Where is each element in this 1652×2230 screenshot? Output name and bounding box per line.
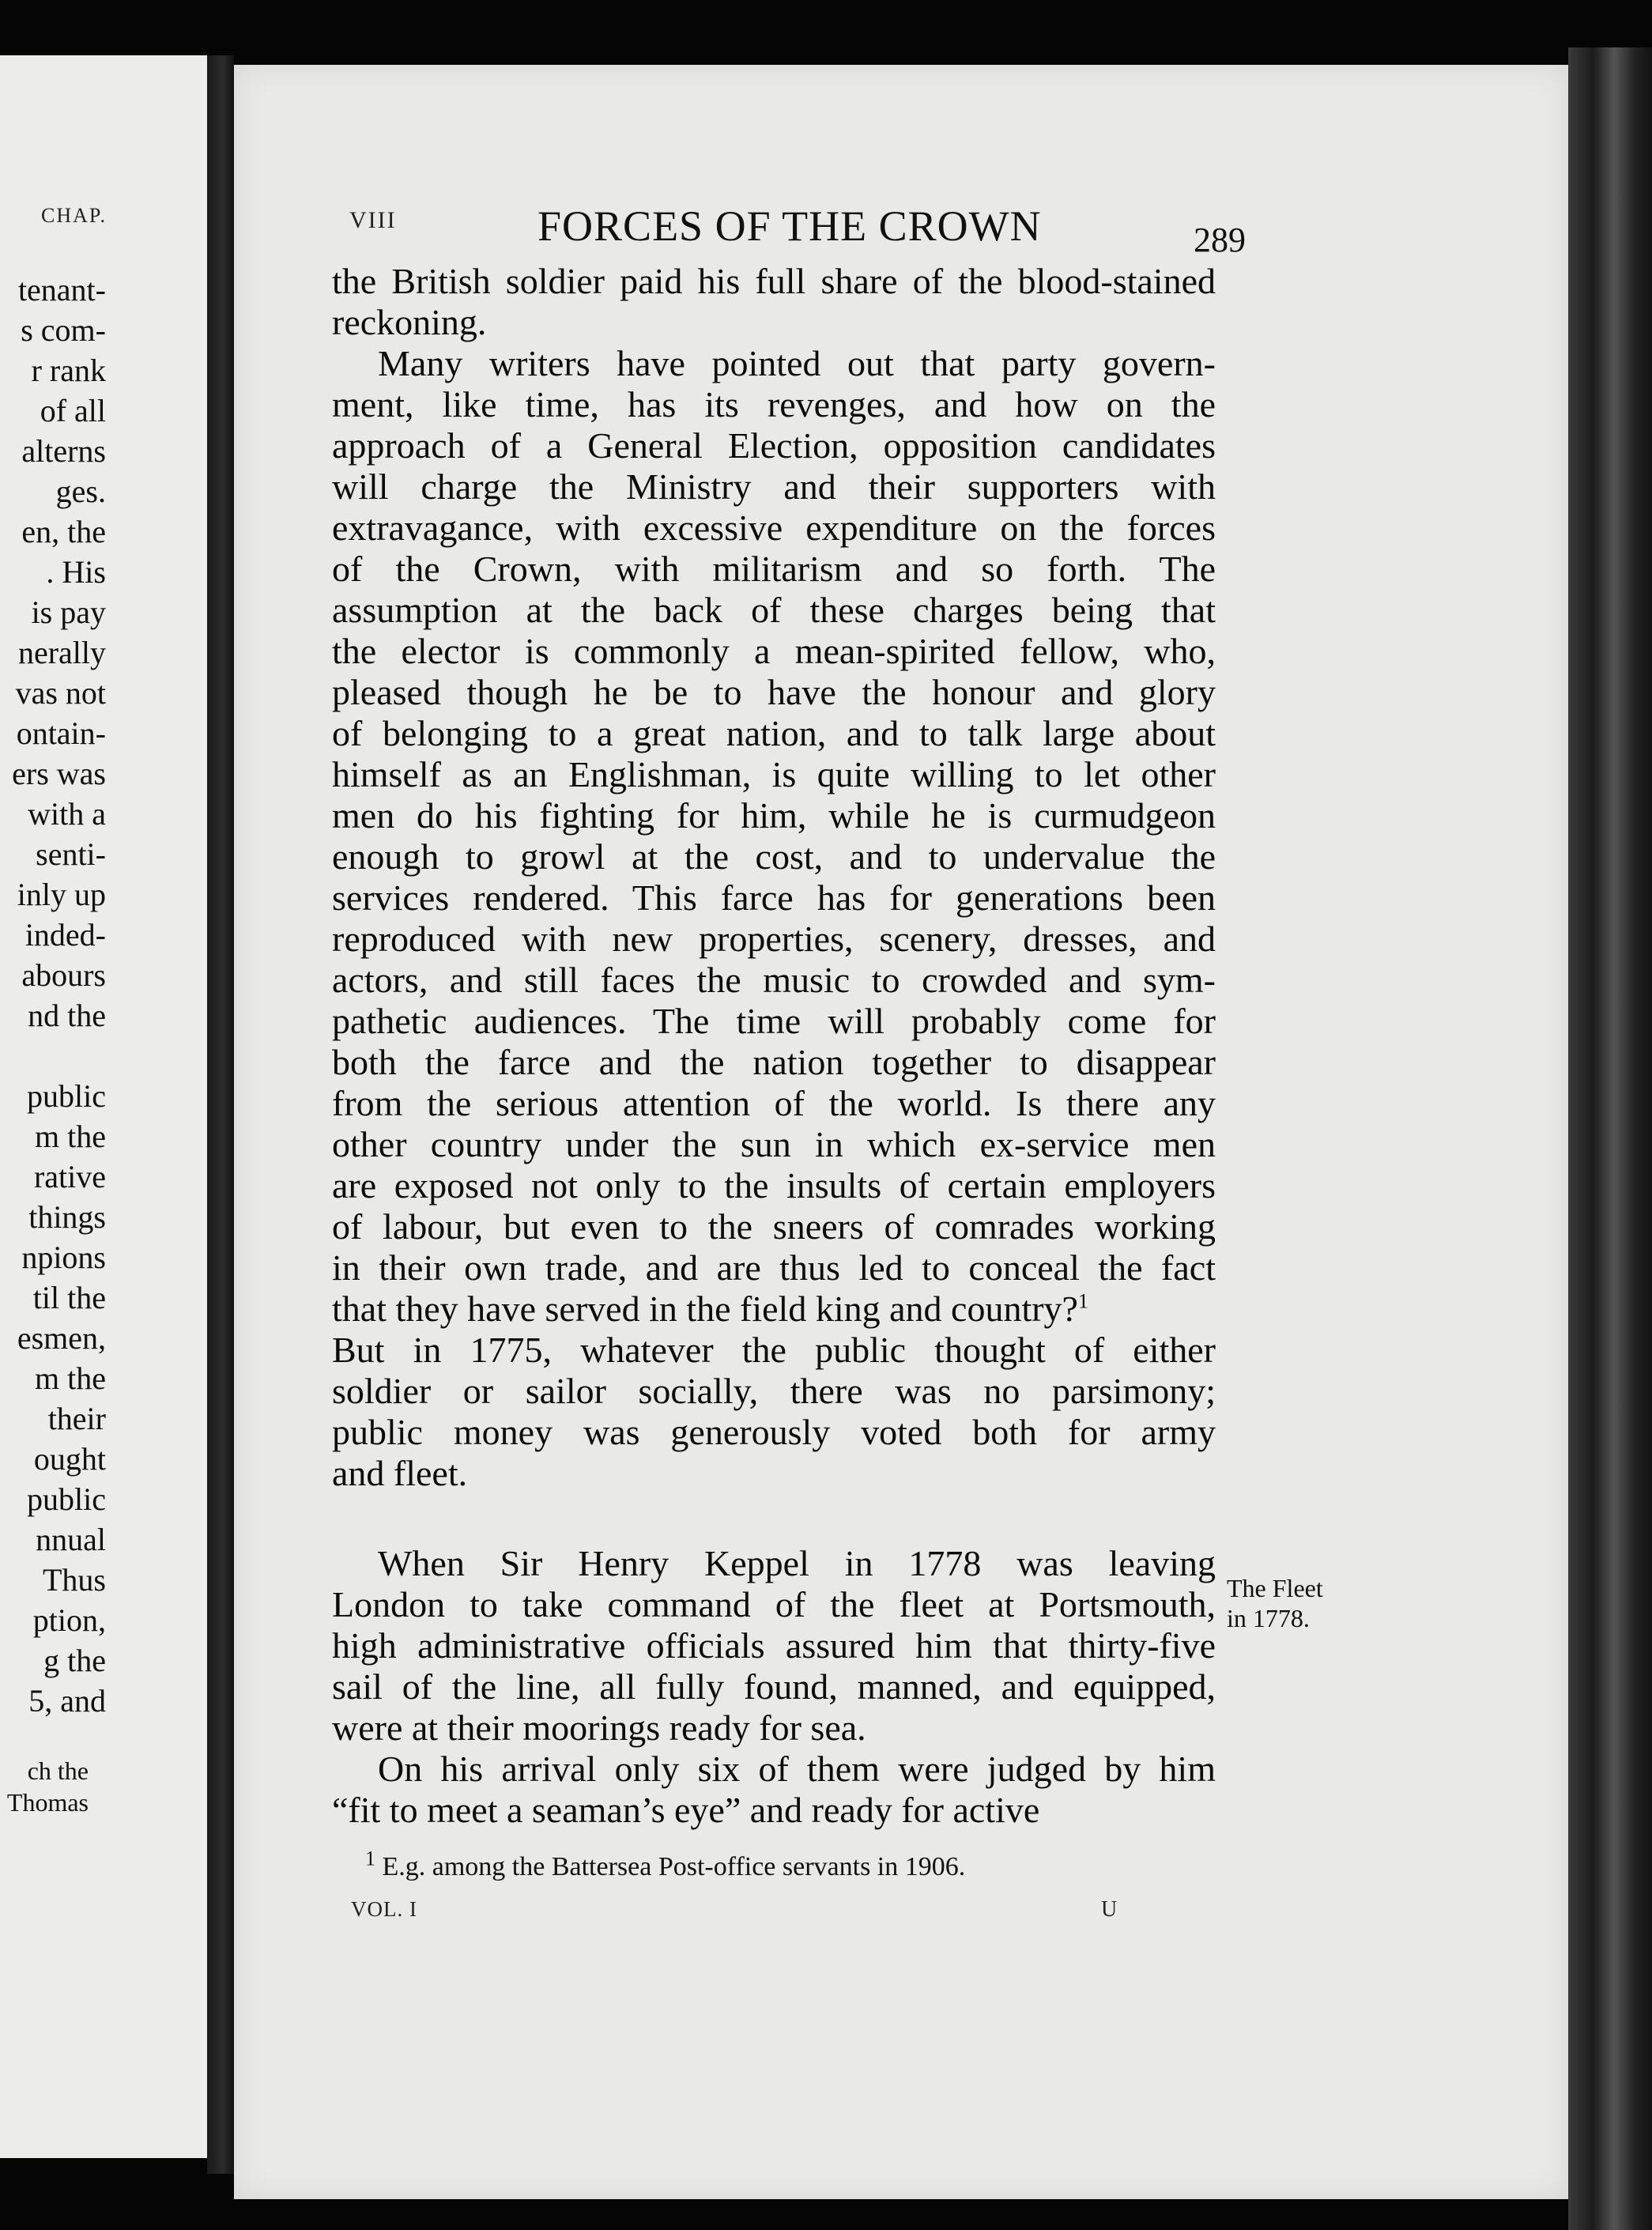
text-line: pleased though he be to have the honour and glory bbox=[332, 672, 1216, 712]
left-fragment: til the bbox=[32, 1280, 106, 1315]
left-fragment: alterns bbox=[21, 433, 106, 469]
text-line: of labour, but even to the sneers of comrades working bbox=[332, 1206, 1216, 1247]
left-fragment: with a bbox=[28, 796, 106, 832]
text-line: are exposed not only to the insults of certain employers bbox=[332, 1165, 1216, 1206]
left-fragment: Thus bbox=[43, 1562, 106, 1598]
running-head-title: FORCES OF THE CROWN bbox=[537, 202, 1042, 250]
footnote-reference: 1 bbox=[1077, 1289, 1088, 1313]
text-line: extravagance, with excessive expenditure on the forces bbox=[332, 508, 1216, 548]
left-fragment: esmen, bbox=[17, 1320, 106, 1356]
text-line: public money was generously voted both for army bbox=[332, 1412, 1216, 1452]
footnote-text: E.g. among the Battersea Post-office servants in 1906. bbox=[382, 1852, 966, 1881]
footnote-marker: 1 bbox=[365, 1847, 375, 1870]
paragraph-arrival bbox=[332, 1749, 1216, 1831]
left-fragment: ought bbox=[33, 1441, 106, 1477]
left-fragment: ges. bbox=[55, 474, 106, 509]
left-fragment: rative bbox=[33, 1159, 106, 1194]
left-fragment: inly up bbox=[17, 877, 106, 912]
left-fragment: . His bbox=[46, 554, 106, 590]
left-fragment: nnual bbox=[36, 1522, 106, 1557]
text-line: himself as an Englishman, is quite willing to let other bbox=[332, 754, 1216, 794]
margin-note bbox=[1227, 1573, 1323, 1633]
left-fragment: vas not bbox=[15, 675, 106, 711]
text-line: other country under the sun in which ex-service men bbox=[332, 1124, 1216, 1164]
text-line: and fleet. bbox=[332, 1453, 468, 1493]
text-line: high administrative officials assured him that thirty-five bbox=[332, 1625, 1216, 1666]
left-fragment: npions bbox=[21, 1240, 106, 1275]
left-chapter-label: CHAP. bbox=[41, 204, 107, 227]
running-head-chapter: VIII bbox=[349, 207, 397, 233]
left-fragment: tenant- bbox=[17, 272, 106, 308]
left-fragment: of all bbox=[40, 393, 106, 428]
left-fragment: senti- bbox=[36, 836, 106, 872]
text-line: the elector is commonly a mean-spirited fellow, who, bbox=[332, 631, 1216, 671]
left-fragment: abours bbox=[21, 957, 106, 993]
left-fragment: s com- bbox=[21, 312, 106, 348]
paragraph-party-government bbox=[332, 343, 1216, 1330]
text-line: pathetic audiences. The time will probably come for bbox=[332, 1001, 1216, 1041]
text-line: in their own trade, and are thus led to conceal the fact bbox=[332, 1247, 1216, 1288]
page-edge bbox=[1568, 47, 1652, 2230]
text-line: ment, like time, has its revenges, and how on the bbox=[332, 384, 1216, 424]
signature-letter: U bbox=[1101, 1897, 1118, 1922]
text-line: the British soldier paid his full share of the blood-stained bbox=[332, 261, 1216, 301]
page-number: 289 bbox=[1194, 221, 1246, 259]
text-line: approach of a General Election, opposition candidates bbox=[332, 425, 1216, 466]
left-fragment: en, the bbox=[21, 514, 106, 549]
left-fragment: inded- bbox=[25, 917, 106, 953]
text-line: assumption at the back of these charges being that bbox=[332, 590, 1216, 630]
left-fragment: public bbox=[27, 1078, 106, 1114]
paragraph-keppel bbox=[332, 1543, 1216, 1749]
left-fragment: their bbox=[47, 1401, 106, 1436]
left-fragment: ontain- bbox=[16, 715, 106, 751]
text-line: were at their moorings ready for sea. bbox=[332, 1707, 866, 1748]
text-line: reproduced with new properties, scenery, dresses, and bbox=[332, 919, 1216, 959]
left-fragment: nd the bbox=[28, 998, 106, 1033]
left-fragment: is pay bbox=[31, 594, 106, 630]
text-line: London to take command of the fleet at Portsmouth, bbox=[332, 1584, 1216, 1624]
text-line: from the serious attention of the world. Is there any bbox=[332, 1083, 1216, 1123]
left-fragment: g the bbox=[43, 1643, 106, 1678]
text-line: On his arrival only six of them were judged by him bbox=[378, 1749, 1216, 1789]
text-line: sail of the line, all fully found, manned, and equipped, bbox=[332, 1666, 1216, 1707]
text-line: that they have served in the field king and country?$^1$ bbox=[332, 1289, 1088, 1329]
left-fragment: m the bbox=[35, 1119, 106, 1154]
left-fragment: m the bbox=[35, 1360, 106, 1396]
text-line: will charge the Ministry and their supporters with bbox=[332, 466, 1216, 507]
text-line: services rendered. This farce has for generations been bbox=[332, 877, 1216, 918]
left-facing-page bbox=[0, 55, 207, 2158]
left-fragment: r rank bbox=[31, 353, 106, 388]
text-line: of belonging to a great nation, and to talk large about bbox=[332, 713, 1216, 753]
section-break bbox=[332, 1494, 1216, 1543]
text-line: men do his fighting for him, while he is curmudgeon bbox=[332, 795, 1216, 836]
text-line: soldier or sailor socially, there was no parsimony; bbox=[332, 1371, 1216, 1411]
text-line: actors, and still faces the music to crowded and sym- bbox=[332, 960, 1216, 1000]
text-line: Many writers have pointed out that party govern- bbox=[378, 343, 1216, 383]
footnote bbox=[365, 1847, 966, 1882]
left-footnote-fragment: ch the bbox=[27, 1756, 89, 1785]
text-line: But in 1775, whatever the public thought of either bbox=[332, 1330, 1216, 1370]
text-line: both the farce and the nation together to disappear bbox=[332, 1042, 1216, 1082]
signature-volume: VOL. I bbox=[351, 1897, 417, 1921]
text-line: “fit to meet a seaman’s eye” and ready for active bbox=[332, 1790, 1040, 1830]
left-fragment: ers was bbox=[12, 756, 106, 791]
left-fragment: public bbox=[27, 1481, 106, 1517]
text-line: enough to growl at the cost, and to undervalue the bbox=[332, 836, 1216, 877]
left-fragment: 5, and bbox=[28, 1683, 106, 1719]
margin-note-line: in 1778. bbox=[1227, 1604, 1310, 1632]
text-line: reckoning. bbox=[332, 302, 487, 342]
text-line: When Sir Henry Keppel in 1778 was leaving bbox=[378, 1543, 1216, 1583]
left-fragment: ption, bbox=[32, 1602, 106, 1638]
left-fragment: things bbox=[28, 1199, 106, 1235]
book-gutter bbox=[207, 55, 234, 2174]
left-footnote-fragment: Thomas bbox=[6, 1788, 89, 1817]
margin-note-line: The Fleet bbox=[1227, 1574, 1323, 1602]
text-line: of the Crown, with militarism and so forth. The bbox=[332, 549, 1216, 589]
body-text bbox=[332, 261, 1216, 1831]
paragraph-1775 bbox=[332, 1330, 1216, 1494]
paragraph-continuation bbox=[332, 261, 1216, 343]
left-fragment: nerally bbox=[17, 635, 106, 670]
